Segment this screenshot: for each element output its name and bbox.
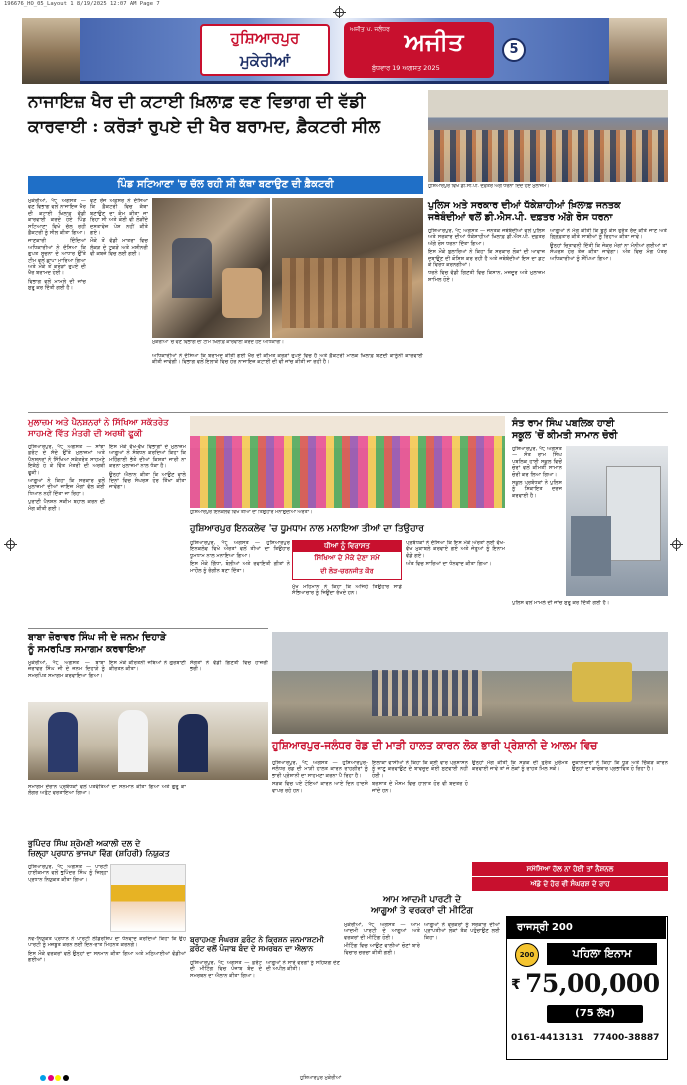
edition-name — [200, 24, 330, 76]
school-headline-line1: ਸੰਤ ਰਾਮ ਸਿੰਘ ਪਬਲਿਕ ਹਾਈ — [512, 418, 615, 429]
crowd — [428, 130, 668, 182]
footer-brand: ਹੁਸ਼ਿਆਰਪੁਰ ਮੁਕੇਰੀਆਂ — [300, 1075, 342, 1081]
school-headline — [512, 418, 668, 442]
logo-text: ਅਜੀਤ — [404, 27, 464, 56]
lead-photo-right — [272, 198, 423, 338]
aap-body-col2: ਆਗੂਆਂ ਨੇ ਵਰਕਰਾਂ ਨੂੰ ਸਰਕਾਰ ਦੀਆਂ ਪ੍ਰਾਪਤੀਆਂ ਲੋਕਾਂ ਤੱਕ ਪਹੁੰਚਾਉਣ ਲਈ ਕਿਹਾ। — [424, 922, 500, 941]
quote-line2: ਸਿੱਖਿਆ ਦੇ ਮੌਕੇ ਦੇਣਾ ਸਮੇਂ — [314, 554, 380, 562]
baba-body-col3: ਸੰਗਤਾਂ ਨੇ ਵੱਡੀ ਗਿਣਤੀ ਵਿਚ ਹਾਜ਼ਰੀ ਭਰੀ। — [190, 660, 268, 673]
warning-line1: ਸਮੱਸਿਆ ਹੱਲ ਨਾ ਹੋਈ ਤਾਂ ਨੈਸ਼ਨਲ — [472, 862, 668, 876]
city-name-1: ਹੁਸ਼ਿਆਰਪੁਰ — [230, 29, 300, 47]
yellow-swatch-icon — [55, 1075, 61, 1081]
road-photo — [272, 632, 668, 734]
baba-body-col1: ਮੁਕੇਰੀਆਂ, ੧੮ ਅਗਸਤ — ਬਾਬਾ ਜ਼ੋਰਾਵਰ ਸਿੰਘ ਜੀ ਦੇ ਜਨਮ ਦਿਹਾੜੇ ਨੂੰ ਸਮਰਪਿਤ ਸਮਾਗਮ ਕਰਵਾਇਆ ਗਿਆ। — [28, 660, 105, 679]
school-body-bottom: ਪੁਲਿਸ ਵਲੋਂ ਮਾਮਲੇ ਦੀ ਜਾਂਚ ਸ਼ੁਰੂ ਕਰ ਦਿੱਤੀ ਗਈ ਹੈ। — [512, 600, 610, 606]
issue-date: ਬੁੱਧਵਾਰ 19 ਅਗਸਤ 2025 — [372, 64, 440, 72]
ad-currency: ₹ — [511, 977, 521, 993]
print-slug: 196676_HO_05_Layout 1 8/19/2025 12:07 AM Page 7 — [4, 1, 160, 7]
portrait-photo — [110, 864, 186, 932]
quote-line3: ਦੀ ਲੋੜ-ਚਰਨਜੀਤ ਕੌਰ — [320, 567, 374, 575]
warning-line2: ਅੱਡੇ ਦੇ ਹੋਰ ਵੀ ਸੰਘਰਸ਼ ਦੇ ਰਾਹ — [472, 877, 668, 891]
baba-headline — [28, 632, 268, 656]
person-figure — [118, 710, 148, 772]
wood-pile — [222, 268, 262, 318]
page-number: 5 — [502, 38, 526, 62]
logo-small-text: ਅਜੀਤ ਪ. ਜਲੰਧਰ — [350, 26, 390, 33]
school-photo — [566, 446, 668, 596]
registration-mark-icon — [335, 8, 344, 17]
employees-headline-line1: ਮੁਲਾਜ਼ਮ ਅਤੇ ਪੈਨਸ਼ਨਰਾਂ ਨੇ ਸਿੱਖਿਆ ਸਕੱਤਰੇਤ — [28, 418, 169, 428]
cupboard — [606, 466, 661, 561]
protest-body-col2: ਆਗੂਆਂ ਨੇ ਮੰਗ ਕੀਤੀ ਕਿ ਝੂਠੇ ਕੇਸ ਤੁਰੰਤ ਰੱਦ ਕੀਤੇ ਜਾਣ ਅਤੇ ਗ੍ਰਿਫ਼ਤਾਰ ਕੀਤੇ ਸਾਥੀਆਂ ਨੂੰ ਰਿਹਾਅ ਕੀਤਾ ਜਾਵੇ। ਉਨ੍ਹਾਂ ਚਿਤਾਵਨੀ ਦਿੱਤੀ ਕਿ ਜੇਕਰ ਮੰਗਾਂ ਨਾ ਮੰਨੀਆਂ ਗਈਆਂ ਤਾਂ ਸੰਘਰਸ਼ ਹੋਰ ਤੇਜ਼ ਕੀਤਾ ਜਾਵੇਗਾ। ਅੰਤ ਵਿਚ ਮੰਗ ਪੱਤਰ ਅਧਿਕਾਰੀਆਂ ਨੂੰ ਸੌਂਪਿਆ ਗਿਆ। — [550, 228, 667, 262]
ad-phone: 0161-4413131 — [511, 1033, 584, 1043]
table — [571, 516, 611, 576]
lead-headline — [28, 92, 423, 139]
baba-body-bottom: ਸਮਾਗਮ ਦੌਰਾਨ ਪ੍ਰਬੰਧਕਾਂ ਵਲੋਂ ਪਤਵੰਤਿਆਂ ਦਾ ਸਨਮਾਨ ਕੀਤਾ ਗਿਆ ਅਤੇ ਗੁਰੂ ਕਾ ਲੰਗਰ ਅਤੁੱਟ ਵਰਤਾਇਆ ਗਿਆ। — [28, 784, 186, 797]
lottery-ad — [506, 916, 668, 1060]
front-headline-line2: ਫ਼ਰੰਟ ਵਲੋਂ ਪੰਜਾਬ ਬੰਦ ਦੇ ਸਮਰਥਨ ਦਾ ਐਲਾਨ — [190, 944, 314, 954]
baba-headline-line2: ਨੂੰ ਸਮਰਪਿਤ ਸਮਾਗਮ ਕਰਵਾਇਆ — [28, 643, 146, 655]
baba-body-col2: ਇਸ ਮੌਕੇ ਕੀਰਤਨੀ ਜਥਿਆਂ ਨੇ ਗੁਰਬਾਣੀ ਕੀਰਤਨ ਕੀਤਾ। — [109, 660, 186, 673]
color-swatches — [40, 1075, 69, 1083]
baba-photo — [28, 702, 268, 780]
person-figure — [172, 238, 212, 298]
lead-body-col2: ਵਣ ਰੇਂਜ ਅਫ਼ਸਰ ਨੇ ਦੱਸਿਆ ਕਿ ਫ਼ੈਕਟਰੀ ਵਿਚ ਕੱਥਾ ਬਣਾਉਣ ਦਾ ਕੰਮ ਕੀਤਾ ਜਾ ਰਿਹਾ ਸੀ ਅਤੇ ਕੋਈ ਵੀ ਲੋੜੀਂਦੇ ਦਸਤਾਵੇਜ਼ ਪੇਸ਼ ਨਹੀਂ ਕੀਤੇ ਗਏ। ਮੌਕੇ ਤੋਂ ਵੱਡੀ ਮਾਤਰਾ ਵਿਚ ਲੱਕੜ ਦੇ ਟੁਕੜੇ ਅਤੇ ਮਸ਼ੀਨਰੀ ਵੀ ਕਬਜ਼ੇ ਵਿਚ ਲਈ ਗਈ। — [90, 198, 148, 258]
protest-headline-line1: ਪੁਲਿਸ ਅਤੇ ਸਰਕਾਰ ਦੀਆਂ ਧੱਕੇਸ਼ਾਹੀਆਂ ਖ਼ਿਲਾਫ਼ ਜਨਤਕ — [428, 200, 621, 211]
school-body: ਹੁਸ਼ਿਆਰਪੁਰ, ੧੮ ਅਗਸਤ — ਸੰਤ ਰਾਮ ਸਿੰਘ ਪਬਲਿਕ ਹਾਈ ਸਕੂਲ ਵਿਚੋਂ ਚੋਰਾਂ ਵਲੋਂ ਕੀਮਤੀ ਸਾਮਾਨ ਚੋਰੀ ਕਰ ਲਿਆ ਗਿਆ। ਸਕੂਲ ਪ੍ਰਬੰਧਕਾਂ ਨੇ ਪੁਲਿਸ ਨੂੰ ਸ਼ਿਕਾਇਤ ਦਰਜ ਕਰਵਾਈ ਹੈ। — [512, 446, 562, 499]
protest-body-col1: ਹੁਸ਼ਿਆਰਪੁਰ, ੧੮ ਅਗਸਤ — ਜਨਤਕ ਜਥੇਬੰਦੀਆਂ ਵਲੋਂ ਪੁਲਿਸ ਅਤੇ ਸਰਕਾਰ ਦੀਆਂ ਧੱਕੇਸ਼ਾਹੀਆਂ ਖ਼ਿਲਾਫ਼ ਡੀ.ਐਸ.ਪੀ. ਦਫ਼ਤਰ ਅੱਗੇ ਰੋਸ ਧਰਨਾ ਦਿੱਤਾ ਗਿਆ। ਇਸ ਮੌਕੇ ਬੁਲਾਰਿਆਂ ਨੇ ਕਿਹਾ ਕਿ ਸਰਕਾਰ ਲੋਕਾਂ ਦੀ ਆਵਾਜ਼ ਦਬਾਉਣ ਦੀ ਕੋਸ਼ਿਸ਼ ਕਰ ਰਹੀ ਹੈ ਅਤੇ ਜਥੇਬੰਦੀਆਂ ਇਸ ਦਾ ਡਟ ਕੇ ਵਿਰੋਧ ਕਰਨਗੀਆਂ। ਧਰਨੇ ਵਿਚ ਵੱਡੀ ਗਿਣਤੀ ਵਿਚ ਕਿਸਾਨ, ਮਜ਼ਦੂਰ ਅਤੇ ਮੁਲਾਜ਼ਮ ਸ਼ਾਮਿਲ ਹੋਏ। — [428, 228, 545, 283]
newspaper-logo — [344, 22, 494, 78]
ad-brand: ਰਾਜਸ੍ਰੀ 200 — [507, 917, 666, 939]
cyan-swatch-icon — [40, 1075, 46, 1081]
black-swatch-icon — [63, 1075, 69, 1081]
ad-phone-2: 77400-38887 — [593, 1033, 660, 1043]
front-body-col2: ਆਗੂਆਂ ਨੇ ਸਾਰੇ ਵਰਗਾਂ ਨੂੰ ਸਹਿਯੋਗ ਦੇਣ ਦੀ ਅਪੀਲ ਕੀਤੀ। — [266, 960, 340, 973]
page-footer — [0, 1073, 687, 1085]
employees-body-col2: ਇਸ ਮੌਕੇ ਵੱਖ-ਵੱਖ ਵਿਭਾਗਾਂ ਦੇ ਮੁਲਾਜ਼ਮ ਆਗੂਆਂ ਨੇ ਸੰਬੋਧਨ ਕਰਦਿਆਂ ਕਿਹਾ ਕਿ ਮਹਿੰਗਾਈ ਭੱਤੇ ਦੀਆਂ ਕਿਸ਼ਤਾਂ ਜਾਰੀ ਨਾ ਕਰਨਾ ਮੁਲਾਜ਼ਮਾਂ ਨਾਲ ਧੱਕਾ ਹੈ। ਉਨ੍ਹਾਂ ਐਲਾਨ ਕੀਤਾ ਕਿ ਆਉਣ ਵਾਲੇ ਦਿਨਾਂ ਵਿਚ ਸੰਘਰਸ਼ ਹੋਰ ਤਿੱਖਾ ਕੀਤਾ ਜਾਵੇਗਾ। — [109, 444, 186, 491]
magenta-swatch-icon — [48, 1075, 54, 1081]
quote-line1: ਧੀਆਂ ਨੂੰ ਵਿਰਾਸਤ — [293, 541, 401, 552]
road-body-col3: ਉਨ੍ਹਾਂ ਮੰਗ ਕੀਤੀ ਕਿ ਸੜਕ ਦੀ ਤੁਰੰਤ ਮੁਰੰਮਤ ਕਰਵਾਈ ਜਾਵੇ ਤਾਂ ਜੋ ਲੋਕਾਂ ਨੂੰ ਰਾਹਤ ਮਿਲ ਸਕੇ। — [472, 760, 568, 773]
akali-headline — [28, 838, 186, 858]
building-photo — [609, 18, 667, 84]
city-name-2: ਮੁਕੇਰੀਆਂ — [239, 52, 291, 70]
protest-headline-line2: ਜਥੇਬੰਦੀਆਂ ਵਲੋਂ ਡੀ.ਐਸ.ਪੀ. ਦਫ਼ਤਰ ਅੱਗੇ ਰੋਸ ਧਰਨਾ — [428, 211, 613, 223]
front-headline-line1: ਬ੍ਰਾਹਮਣ ਸੰਘਰਸ਼ ਫ਼ਰੰਟ ਨੇ ਕ੍ਰਿਸ਼ਨ ਜਨਮਾਸ਼ਟਮੀ — [190, 935, 324, 944]
section-divider — [28, 628, 268, 629]
road-body-col4: ਦੁਕਾਨਦਾਰਾਂ ਨੇ ਕਿਹਾ ਕਿ ਧੂੜ ਅਤੇ ਚਿੱਕੜ ਕਾਰਨ ਉਨ੍ਹਾਂ ਦਾ ਕਾਰੋਬਾਰ ਪ੍ਰਭਾਵਿਤ ਹੋ ਰਿਹਾ ਹੈ। — [572, 760, 668, 773]
lead-headline-line2: ਕਾਰਵਾਈ : ਕਰੋੜਾਂ ਰੁਪਏ ਦੀ ਖੈਰ ਬਰਾਮਦ, ਫ਼ੈਕਟਰੀ ਸੀਲ — [28, 117, 381, 138]
employees-body-col1: ਹੁਸ਼ਿਆਰਪੁਰ, ੧੮ ਅਗਸਤ — ਸਾਂਝਾ ਫ਼ਰੰਟ ਦੇ ਸੱਦੇ ਉੱਤੇ ਮੁਲਾਜ਼ਮਾਂ ਅਤੇ ਪੈਨਸ਼ਨਰਾਂ ਨੇ ਸਿੱਖਿਆ ਸਕੱਤਰੇਤ ਸਾਹਮਣੇ ਇਕੱਠੇ ਹੋ ਕੇ ਵਿੱਤ ਮੰਤਰੀ ਦੀ ਅਰਥੀ ਫੂਕੀ। ਆਗੂਆਂ ਨੇ ਕਿਹਾ ਕਿ ਸਰਕਾਰ ਵਲੋਂ ਮੁਲਾਜ਼ਮਾਂ ਦੀਆਂ ਜਾਇਜ਼ ਮੰਗਾਂ ਵੱਲ ਕੋਈ ਧਿਆਨ ਨਹੀਂ ਦਿੱਤਾ ਜਾ ਰਿਹਾ। ਪੁਰਾਣੀ ਪੈਨਸ਼ਨ ਸਕੀਮ ਬਹਾਲ ਕਰਨ ਦੀ ਮੰਗ ਕੀਤੀ ਗਈ। — [28, 444, 105, 512]
lead-body-bottom: ਅਧਿਕਾਰੀਆਂ ਨੇ ਦੱਸਿਆ ਕਿ ਬਰਾਮਦ ਕੀਤੀ ਗਈ ਖੈਰ ਦੀ ਕੀਮਤ ਕਰੋੜਾਂ ਰੁਪਏ ਵਿਚ ਹੈ ਅਤੇ ਫ਼ੈਕਟਰੀ ਮਾਲਕ ਖ਼ਿਲਾਫ਼ ਬਣਦੀ ਕਾਨੂੰਨੀ ਕਾਰਵਾਈ ਕੀਤੀ ਜਾਵੇਗੀ। ਵਿਭਾਗ ਵਲੋਂ ਇਲਾਕੇ ਵਿਚ ਹੋਰ ਨਾਜਾਇਜ਼ ਕਟਾਈ ਦੀ ਵੀ ਜਾਂਚ ਕੀਤੀ ਜਾ ਰਹੀ ਹੈ। — [152, 353, 423, 366]
teeyan-headline: ਹੁਸ਼ਿਆਰਪੁਰ ਇਨਕਲੇਵ 'ਚ ਧੂਮਧਾਮ ਨਾਲ ਮਨਾਇਆ ਤੀਆਂ ਦਾ ਤਿਉਹਾਰ — [190, 524, 424, 534]
front-headline — [190, 935, 340, 954]
ad-badge: 200 — [515, 943, 539, 967]
people-group — [372, 670, 482, 716]
stacked-logs — [282, 258, 412, 328]
truck — [572, 662, 632, 702]
section-divider — [28, 412, 668, 413]
registration-mark-icon — [672, 540, 681, 549]
masthead — [22, 18, 667, 84]
ad-draw: ਪਹਿਲਾ ਇਨਾਮ — [547, 943, 657, 965]
lead-headline-line1: ਨਾਜਾਇਜ਼ ਖੈਰ ਦੀ ਕਟਾਈ ਖ਼ਿਲਾਫ਼ ਵਣ ਵਿਭਾਗ ਦੀ ਵੱਡੀ — [28, 92, 366, 112]
teeyan-body-col3: ਪ੍ਰਬੰਧਕਾਂ ਨੇ ਦੱਸਿਆ ਕਿ ਇਸ ਮੌਕੇ ਔਰਤਾਂ ਲਈ ਵੱਖ-ਵੱਖ ਮੁਕਾਬਲੇ ਕਰਵਾਏ ਗਏ ਅਤੇ ਜੇਤੂਆਂ ਨੂੰ ਇਨਾਮ ਵੰਡੇ ਗਏ। ਅੰਤ ਵਿਚ ਸਾਰਿਆਂ ਦਾ ਧੰਨਵਾਦ ਕੀਤਾ ਗਿਆ। — [406, 540, 505, 568]
road-warning-box — [472, 862, 668, 892]
ad-lakh: (75 ਲੱਖ) — [547, 1005, 643, 1023]
road-body-col1: ਹੁਸ਼ਿਆਰਪੁਰ, ੧੮ ਅਗਸਤ — ਹੁਸ਼ਿਆਰਪੁਰ-ਜਲੰਧਰ ਰੋਡ ਦੀ ਮਾੜੀ ਹਾਲਤ ਕਾਰਨ ਰਾਹਗੀਰਾਂ ਨੂੰ ਭਾਰੀ ਪ੍ਰੇਸ਼ਾਨੀ ਦਾ ਸਾਹਮਣਾ ਕਰਨਾ ਪੈ ਰਿਹਾ ਹੈ। ਸੜਕ ਵਿਚ ਪਏ ਟੋਇਆਂ ਕਾਰਨ ਆਏ ਦਿਨ ਹਾਦਸੇ ਵਾਪਰ ਰਹੇ ਹਨ। — [272, 760, 368, 794]
teeyan-body-col2: ਮੁੱਖ ਮਹਿਮਾਨ ਨੇ ਕਿਹਾ ਕਿ ਅਜਿਹੇ ਤਿਉਹਾਰ ਸਾਡੇ ਸੱਭਿਆਚਾਰ ਨੂੰ ਜਿਊਂਦਾ ਰੱਖਦੇ ਹਨ। — [292, 584, 402, 597]
person-figure — [48, 712, 78, 772]
akali-body-bottom: ਨਵ-ਨਿਯੁਕਤ ਪ੍ਰਧਾਨ ਨੇ ਪਾਰਟੀ ਲੀਡਰਸ਼ਿਪ ਦਾ ਧੰਨਵਾਦ ਕਰਦਿਆਂ ਕਿਹਾ ਕਿ ਉਹ ਪਾਰਟੀ ਨੂੰ ਮਜ਼ਬੂਤ ਕਰਨ ਲਈ ਦਿਨ-ਰਾਤ ਮਿਹਨਤ ਕਰਨਗੇ। ਇਸ ਮੌਕੇ ਵਰਕਰਾਂ ਵਲੋਂ ਉਨ੍ਹਾਂ ਦਾ ਸਨਮਾਨ ਕੀਤਾ ਗਿਆ ਅਤੇ ਮਠਿਆਈਆਂ ਵੰਡੀਆਂ ਗਈਆਂ। — [28, 936, 186, 964]
protest-photo — [428, 90, 668, 182]
teeyan-caption: ਹੁਸ਼ਿਆਰਪੁਰ ਇਨਕਲੇਵ ਵਿਖੇ ਤੀਆਂ ਦਾ ਤਿਉਹਾਰ ਮਨਾਉਂਦੀਆਂ ਔਰਤਾਂ। — [190, 510, 313, 515]
women-group — [190, 436, 505, 508]
person-figure — [178, 714, 208, 772]
protest-caption: ਹੁਸ਼ਿਆਰਪੁਰ ਵਿਖੇ ਡੀ.ਸੀ.ਪੀ. ਦਫ਼ਤਰ ਅੱਗੇ ਧਰਨਾ ਦਿੰਦੇ ਹੋਏ ਮੁਲਾਜ਼ਮ। — [428, 184, 550, 189]
school-headline-line2: ਸਕੂਲ 'ਚੋਂ ਕੀਮਤੀ ਸਾਮਾਨ ਚੋਰੀ — [512, 429, 618, 441]
teeyan-photo — [190, 416, 505, 508]
road-headline: ਹੁਸ਼ਿਆਰਪੁਰ-ਜਲੰਧਰ ਰੋਡ ਦੀ ਮਾੜੀ ਹਾਲਤ ਕਾਰਨ ਲੋਕ ਭਾਰੀ ਪ੍ਰੇਸ਼ਾਨੀ ਦੇ ਆਲਮ ਵਿਚ — [272, 740, 598, 752]
employees-headline-line2: ਸਾਹਮਣੇ ਵਿੱਤ ਮੰਤਰੀ ਦੀ ਅਰਥੀ ਫੂਕੀ — [28, 428, 143, 439]
baba-headline-line1: ਬਾਬਾ ਜ਼ੋਰਾਵਰ ਸਿੰਘ ਜੀ ਦੇ ਜਨਮ ਦਿਹਾੜੇ — [28, 632, 167, 643]
akali-headline-line1: ਭੁਪਿੰਦਰ ਸਿੰਘ ਸ਼੍ਰੋਮਣੀ ਅਕਾਲੀ ਦਲ ਦੇ — [28, 838, 141, 848]
clocktower-photo — [22, 18, 80, 84]
lead-caption: ਮੁਕੇਰੀਆਂ 'ਚ ਵਣ ਵਿਭਾਗ ਦੀ ਟੀਮ ਖ਼ਿਲਾਫ਼ ਕਾਰਵਾਈ ਕਰਦੇ ਹੋਏ ਅਧਿਕਾਰੀ। — [152, 340, 284, 345]
aap-headline-line2: ਆਗੂਆਂ ਤੇ ਵਰਕਰਾਂ ਦੀ ਮੀਟਿੰਗ — [371, 906, 473, 917]
aap-headline — [344, 895, 500, 918]
registration-mark-icon — [6, 540, 15, 549]
road-body-col2: ਇਲਾਕਾ ਵਾਸੀਆਂ ਨੇ ਕਿਹਾ ਕਿ ਕਈ ਵਾਰ ਪ੍ਰਸ਼ਾਸਨ ਨੂੰ ਜਾਣੂ ਕਰਵਾਉਣ ਦੇ ਬਾਵਜੂਦ ਕੋਈ ਸੁਣਵਾਈ ਨਹੀਂ ਹੋਈ। ਬਰਸਾਤ ਦੇ ਮੌਸਮ ਵਿਚ ਹਾਲਾਤ ਹੋਰ ਵੀ ਬਦਤਰ ਹੋ ਜਾਂਦੇ ਹਨ। — [372, 760, 468, 794]
akali-headline-line2: ਜ਼ਿਲ੍ਹਾ ਪ੍ਰਧਾਨ ਭਾਜਪਾ ਵਿੰਗ (ਸ਼ਹਿਰੀ) ਨਿਯੁਕਤ — [28, 848, 170, 858]
teeyan-body-col1: ਹੁਸ਼ਿਆਰਪੁਰ, ੧੮ ਅਗਸਤ — ਹੁਸ਼ਿਆਰਪੁਰ ਇਨਕਲੇਵ ਵਿਖੇ ਔਰਤਾਂ ਵਲੋਂ ਤੀਆਂ ਦਾ ਤਿਉਹਾਰ ਧੂਮਧਾਮ ਨਾਲ ਮਨਾਇਆ ਗਿਆ। ਇਸ ਮੌਕੇ ਗਿੱਧਾ, ਬੋਲੀਆਂ ਅਤੇ ਰਵਾਇਤੀ ਗੀਤਾਂ ਨੇ ਮਾਹੌਲ ਨੂੰ ਰੰਗੀਨ ਬਣਾ ਦਿੱਤਾ। — [190, 540, 290, 574]
aap-body-col1: ਮੁਕੇਰੀਆਂ, ੧੮ ਅਗਸਤ — ਆਮ ਆਦਮੀ ਪਾਰਟੀ ਦੇ ਆਗੂਆਂ ਅਤੇ ਵਰਕਰਾਂ ਦੀ ਮੀਟਿੰਗ ਹੋਈ। ਮੀਟਿੰਗ ਵਿਚ ਆਉਣ ਵਾਲੀਆਂ ਚੋਣਾਂ ਬਾਰੇ ਵਿਚਾਰ ਚਰਚਾ ਕੀਤੀ ਗਈ। — [344, 922, 420, 956]
lead-subhead: ਪਿੰਡ ਸਟਿਆਣਾ 'ਚ ਚੱਲ ਰਹੀ ਸੀ ਕੱਥਾ ਬਣਾਉਣ ਦੀ ਫ਼ੈਕਟਰੀ — [28, 176, 423, 194]
akali-body: ਹੁਸ਼ਿਆਰਪੁਰ, ੧੮ ਅਗਸਤ — ਪਾਰਟੀ ਹਾਈਕਮਾਨ ਵਲੋਂ ਭੁਪਿੰਦਰ ਸਿੰਘ ਨੂੰ ਜ਼ਿਲ੍ਹਾ ਪ੍ਰਧਾਨ ਨਿਯੁਕਤ ਕੀਤਾ ਗਿਆ। — [28, 864, 108, 883]
teeyan-quote-box — [292, 540, 402, 580]
protest-headline — [428, 200, 668, 224]
ad-amount: 75,00,000 — [525, 969, 660, 998]
lead-body-col1: ਮੁਕੇਰੀਆਂ, ੧੮ ਅਗਸਤ — ਵਣ ਵਿਭਾਗ ਵਲੋਂ ਨਾਜਾਇਜ਼ ਖੈਰ ਦੀ ਕਟਾਈ ਖ਼ਿਲਾਫ਼ ਵੱਡੀ ਕਾਰਵਾਈ ਕਰਦੇ ਹੋਏ ਪਿੰਡ ਸਟਿਆਣਾ ਵਿਖੇ ਚੱਲ ਰਹੀ ਫ਼ੈਕਟਰੀ ਨੂੰ ਸੀਲ ਕੀਤਾ ਗਿਆ। ਜਾਣਕਾਰੀ ਦਿੰਦਿਆਂ ਅਧਿਕਾਰੀਆਂ ਨੇ ਦੱਸਿਆ ਕਿ ਗੁਪਤ ਸੂਚਨਾ ਦੇ ਆਧਾਰ ਉੱਤੇ ਟੀਮ ਵਲੋਂ ਛਾਪਾ ਮਾਰਿਆ ਗਿਆ ਅਤੇ ਮੌਕੇ ਤੋਂ ਕਰੋੜਾਂ ਰੁਪਏ ਦੀ ਖੈਰ ਬਰਾਮਦ ਹੋਈ। ਵਿਭਾਗ ਵਲੋਂ ਮਾਮਲੇ ਦੀ ਜਾਂਚ ਸ਼ੁਰੂ ਕਰ ਦਿੱਤੀ ਗਈ ਹੈ। — [28, 198, 86, 292]
front-body-col1: ਹੁਸ਼ਿਆਰਪੁਰ, ੧੮ ਅਗਸਤ — ਫ਼ਰੰਟ ਦੀ ਮੀਟਿੰਗ ਵਿਚ ਪੰਜਾਬ ਬੰਦ ਦੇ ਸਮਰਥਨ ਦਾ ਐਲਾਨ ਕੀਤਾ ਗਿਆ। — [190, 960, 262, 979]
employees-headline — [28, 418, 186, 439]
lead-photo-left — [152, 198, 270, 338]
aap-headline-line1: ਆਮ ਆਦਮੀ ਪਾਰਟੀ ਦੇ — [383, 895, 461, 905]
